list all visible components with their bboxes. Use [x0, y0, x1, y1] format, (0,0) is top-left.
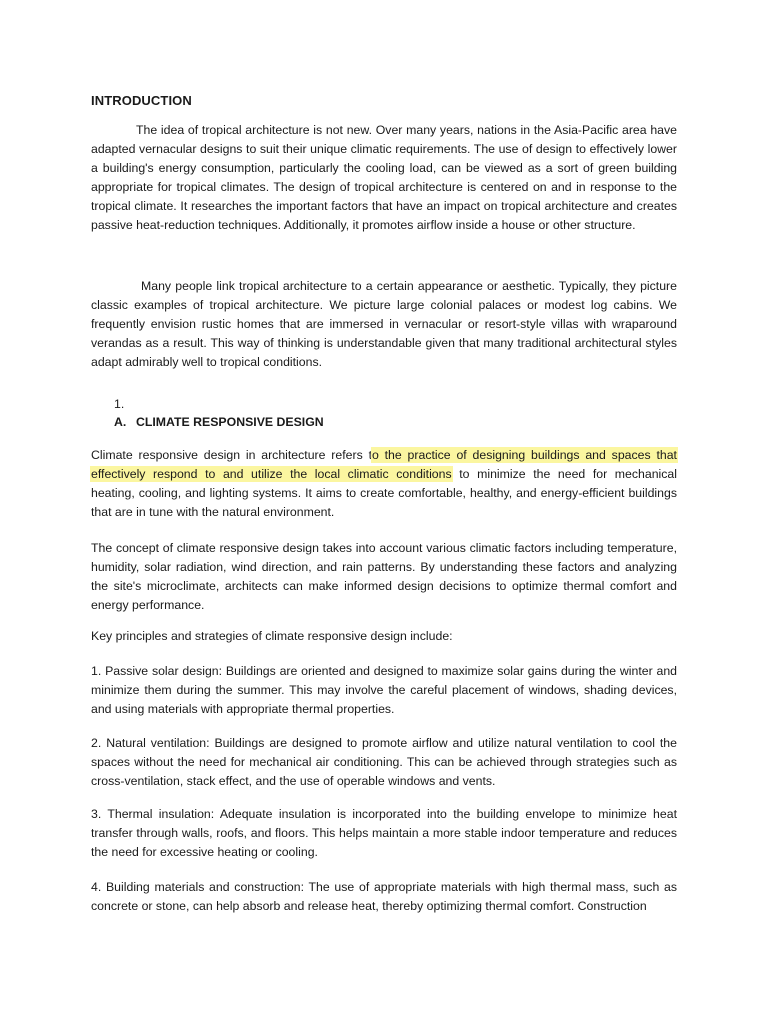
- list-item-building-materials: 4. Building materials and construction: The use of appropriate materials with high thermal mass, such as concrete or stone, can help absorb and release heat, thereby optimizing thermal comfort. Construction: [91, 880, 677, 913]
- section-title: CLIMATE RESPONSIVE DESIGN: [136, 415, 324, 429]
- section-p1-before: Climate responsive design in architecture refers t: [91, 448, 372, 462]
- intro-paragraph-1: The idea of tropical architecture is not new. Over many years, nations in the Asia-Pacific area have adapted vernacular designs to suit their unique climatic requirements. The use of design to effectively lower a building's energy consumption, particularly the cooling load, can be viewed as a sort of green building appropriate for tropical climates. The design of tropical architecture is centered on and in response to the tropical climate. It researches the important factors that have an impact on tropical architecture and creates passive heat-reduction techniques. Additionally, it promotes airflow inside a house or other structure.: [91, 123, 677, 232]
- introduction-heading: INTRODUCTION: [91, 93, 192, 108]
- section-p1-line-2: [91, 465, 677, 484]
- section-paragraph-3: Key principles and strategies of climate responsive design include:: [91, 629, 453, 643]
- intro-paragraph-2: Many people link tropical architecture to a certain appearance or aesthetic. Typically, they picture classic examples of tropical architecture. We picture large colonial palaces or modest log cabins. We frequently envision rustic homes that are immersed in vernacular or resort-style villas with wraparound verandas as a result. This way of thinking is understandable given that many traditional architectural styles adapt admirably well to tropical conditions.: [91, 279, 677, 369]
- section-paragraph-1: [91, 446, 677, 522]
- highlighted-text-2: effectively respond to and utilize the local climatic conditions: [91, 467, 452, 481]
- list-item-thermal-insulation: 3. Thermal insulation: Adequate insulation is incorporated into the building envelope to minimize heat transfer through walls, roofs, and floors. This helps maintain a more stable indoor temperature and reduces the need for excessive heating or cooling.: [91, 807, 677, 859]
- section-p1-rest: heating, cooling, and lighting systems. It aims to create comfortable, healthy, and energy-efficient buildings that are in tune with the natural environment.: [91, 486, 677, 519]
- section-p1-line-1: [91, 446, 677, 465]
- section-paragraph-2: The concept of climate responsive design takes into account various climatic factors including temperature, humidity, solar radiation, wind direction, and rain patterns. By understanding these factors and analyzing the site's microclimate, architects can make informed design decisions to optimize thermal comfort and energy performance.: [91, 541, 677, 612]
- section-letter: A.: [114, 415, 127, 429]
- list-number: 1.: [114, 397, 125, 411]
- highlighted-text-1: o the practice of designing buildings and spaces that: [371, 448, 677, 462]
- list-item-natural-ventilation: 2. Natural ventilation: Buildings are designed to promote airflow and utilize natural ventilation to cool the spaces without the need for mechanical air conditioning. This can be achieved through strategies such as cross-ventilation, stack effect, and the use of operable windows and vents.: [91, 736, 677, 788]
- list-item-passive-solar: 1. Passive solar design: Buildings are oriented and designed to maximize solar gains during the winter and minimize them during the summer. This may involve the careful placement of windows, shading devices, and using materials with appropriate thermal properties.: [91, 664, 677, 716]
- section-heading: [114, 415, 324, 429]
- section-p1-after: to minimize the need for mechanical: [451, 467, 677, 481]
